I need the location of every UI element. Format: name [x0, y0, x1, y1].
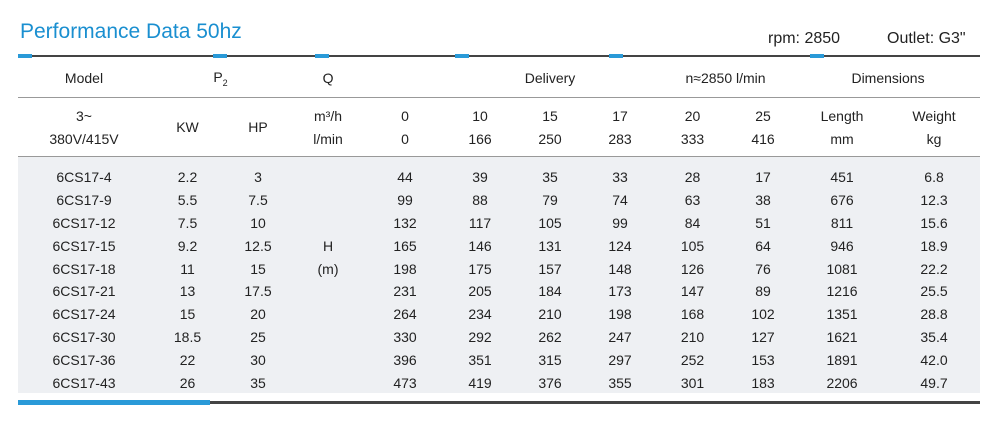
- head-cell: 184: [538, 283, 562, 300]
- flow-value: 10 166: [468, 107, 492, 147]
- head-cell: 315: [538, 351, 562, 368]
- weight-cell: 18.9: [920, 237, 948, 254]
- head-cell: 148: [608, 260, 632, 277]
- units-row: [18, 98, 980, 157]
- head-cell: 76: [755, 260, 771, 277]
- head-cell: 132: [393, 214, 417, 231]
- weight-header: Weight kg: [912, 107, 956, 147]
- model-cell: 6CS17-21: [52, 283, 116, 300]
- head-cell: 262: [538, 328, 562, 345]
- head-cell: 33: [612, 169, 628, 186]
- model-cell: 6CS17-15: [52, 237, 116, 254]
- header-row: [18, 58, 980, 98]
- kw-cell: 9.2: [177, 237, 198, 254]
- head-label-cell: (m): [317, 260, 339, 277]
- data-rows: [18, 166, 980, 394]
- head-cell: 247: [608, 328, 632, 345]
- head-cell: 297: [608, 351, 632, 368]
- q-header: Q: [322, 70, 334, 86]
- hp-cell: 7.5: [248, 192, 268, 209]
- head-cell: 88: [472, 192, 488, 209]
- weight-cell: 22.2: [920, 260, 948, 277]
- kw-cell: 22: [179, 351, 196, 368]
- weight-cell: 15.6: [920, 214, 948, 231]
- performance-table: [18, 58, 980, 394]
- head-cell: 231: [393, 283, 417, 300]
- head-label-cell: H: [322, 237, 334, 254]
- head-cell: 210: [680, 328, 705, 345]
- flow-value: 25 416: [751, 107, 775, 147]
- head-cell: 38: [755, 192, 771, 209]
- speed-header: n≈2850 l/min: [685, 70, 766, 86]
- head-cell: 124: [608, 237, 632, 254]
- head-cell: 173: [608, 283, 632, 300]
- head-label-cell: [291, 166, 365, 189]
- head-cell: 210: [538, 306, 562, 323]
- kw-header: KW: [176, 119, 199, 135]
- head-cell: 127: [751, 328, 775, 345]
- kw-cell: 5.5: [177, 192, 198, 209]
- model-cell: 6CS17-24: [52, 306, 116, 323]
- head-cell: 301: [680, 374, 705, 391]
- kw-cell: 18.5: [173, 328, 202, 345]
- model-header: Model: [64, 70, 104, 86]
- head-cell: 64: [755, 237, 771, 254]
- head-label-cell: [291, 371, 365, 394]
- outlet-label: Outlet: G3": [887, 30, 966, 47]
- top-rule: [18, 55, 980, 57]
- hp-header: HP: [248, 119, 268, 135]
- head-cell: 157: [538, 260, 562, 277]
- head-cell: 84: [684, 214, 701, 231]
- head-cell: 99: [397, 192, 413, 209]
- delivery-header: Delivery: [524, 70, 576, 86]
- table-row: [18, 189, 980, 212]
- head-cell: 131: [538, 237, 562, 254]
- head-cell: 74: [612, 192, 628, 209]
- head-label-cell: [291, 212, 365, 235]
- head-cell: 105: [538, 214, 562, 231]
- head-cell: 168: [680, 306, 705, 323]
- head-cell: 39: [472, 169, 488, 186]
- flow-units: m³/h l/min: [313, 107, 343, 147]
- table-row: [18, 326, 980, 349]
- kw-cell: 15: [179, 306, 196, 323]
- head-cell: 330: [393, 328, 417, 345]
- kw-cell: 7.5: [177, 214, 198, 231]
- head-cell: 183: [751, 374, 775, 391]
- length-cell: 1081: [826, 260, 858, 277]
- length-cell: 1621: [826, 328, 858, 345]
- head-label-cell: [291, 348, 365, 371]
- hp-cell: 35: [250, 374, 266, 391]
- head-cell: 99: [612, 214, 628, 231]
- head-label-cell: [291, 189, 365, 212]
- length-cell: 451: [830, 169, 854, 186]
- weight-cell: 6.8: [924, 169, 944, 186]
- table-row: [18, 280, 980, 303]
- head-cell: 376: [538, 374, 562, 391]
- head-cell: 17: [755, 169, 771, 186]
- head-cell: 355: [608, 374, 632, 391]
- weight-cell: 42.0: [920, 351, 948, 368]
- length-cell: 1891: [826, 351, 858, 368]
- kw-cell: 11: [180, 260, 195, 277]
- weight-cell: 49.7: [920, 374, 948, 391]
- length-cell: 946: [830, 237, 854, 254]
- head-cell: 51: [755, 214, 771, 231]
- weight-cell: 35.4: [920, 328, 948, 345]
- table-row: [18, 234, 980, 257]
- table-row: [18, 348, 980, 371]
- length-cell: 1216: [826, 283, 858, 300]
- head-label-cell: [291, 326, 365, 349]
- table-row: [18, 371, 980, 394]
- model-cell: 6CS17-30: [52, 328, 116, 345]
- model-cell: 6CS17-12: [52, 214, 116, 231]
- model-cell: 6CS17-9: [56, 192, 112, 209]
- length-header: Length mm: [820, 107, 864, 147]
- power-header: $P_2$: [213, 68, 228, 88]
- flow-value: 0 0: [401, 107, 409, 147]
- head-cell: 63: [684, 192, 701, 209]
- head-cell: 147: [680, 283, 705, 300]
- page-title: Performance Data 50hz: [20, 20, 242, 43]
- head-cell: 264: [393, 306, 417, 323]
- head-cell: 44: [397, 169, 413, 186]
- head-cell: 252: [680, 351, 705, 368]
- dimensions-header: Dimensions: [851, 70, 925, 86]
- head-cell: 351: [468, 351, 492, 368]
- hp-cell: 30: [250, 351, 266, 368]
- head-cell: 126: [680, 260, 705, 277]
- weight-cell: 25.5: [920, 283, 948, 300]
- head-label-cell: [291, 280, 365, 303]
- head-cell: 89: [755, 283, 771, 300]
- head-cell: 165: [393, 237, 417, 254]
- head-cell: 146: [468, 237, 492, 254]
- head-cell: 198: [393, 260, 417, 277]
- rpm-label: rpm: 2850: [768, 30, 841, 47]
- weight-cell: 28.8: [920, 306, 948, 323]
- weight-cell: 12.3: [920, 192, 948, 209]
- bottom-accent: [18, 400, 210, 405]
- model-cell: 6CS17-36: [52, 351, 116, 368]
- head-label-cell: [291, 303, 365, 326]
- hp-cell: 10: [250, 214, 266, 231]
- length-cell: 2206: [826, 374, 858, 391]
- hp-cell: 17.5: [244, 283, 272, 300]
- kw-cell: 13: [179, 283, 196, 300]
- length-cell: 811: [830, 214, 854, 231]
- kw-cell: 26: [179, 374, 196, 391]
- head-cell: 205: [468, 283, 492, 300]
- model-cell: 6CS17-4: [56, 169, 112, 186]
- hp-cell: 15: [250, 260, 266, 277]
- head-cell: 234: [468, 306, 492, 323]
- head-cell: 35: [542, 169, 558, 186]
- head-cell: 28: [684, 169, 701, 186]
- hp-cell: 12.5: [244, 237, 272, 254]
- flow-value: 20 333: [680, 107, 705, 147]
- head-cell: 198: [608, 306, 632, 323]
- head-cell: 117: [468, 214, 492, 231]
- flow-value: 15 250: [538, 107, 562, 147]
- table-row: [18, 212, 980, 235]
- voltage-cell: 3~ 380V/415V: [49, 107, 119, 147]
- head-cell: 153: [751, 351, 775, 368]
- model-cell: 6CS17-18: [52, 260, 116, 277]
- model-cell: 6CS17-43: [52, 374, 116, 391]
- head-cell: 175: [468, 260, 492, 277]
- table-row: [18, 257, 980, 280]
- hp-cell: 3: [254, 169, 262, 186]
- head-cell: 292: [468, 328, 492, 345]
- head-cell: 473: [393, 374, 417, 391]
- head-cell: 396: [393, 351, 417, 368]
- head-cell: 419: [468, 374, 492, 391]
- flow-value: 17 283: [608, 107, 632, 147]
- hp-cell: 25: [250, 328, 266, 345]
- head-cell: 102: [751, 306, 775, 323]
- head-cell: 79: [542, 192, 558, 209]
- table-row: [18, 166, 980, 189]
- length-cell: 1351: [826, 306, 858, 323]
- length-cell: 676: [830, 192, 854, 209]
- kw-cell: 2.2: [177, 169, 198, 186]
- head-cell: 105: [680, 237, 705, 254]
- hp-cell: 20: [250, 306, 266, 323]
- table-row: [18, 303, 980, 326]
